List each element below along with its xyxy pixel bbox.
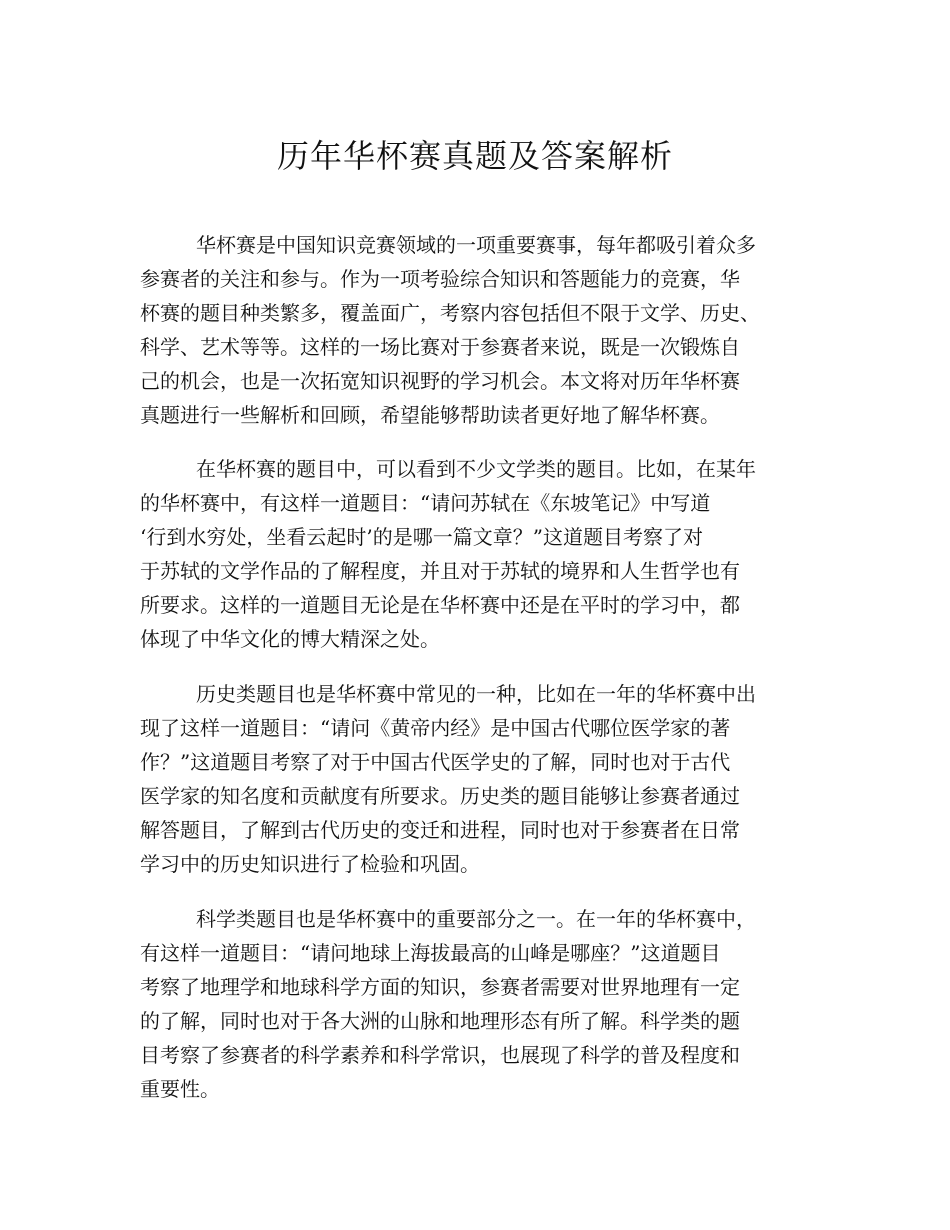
paragraph-line: 参赛者的关注和参与。作为一项考验综合知识和答题能力的竞赛，华: [140, 267, 740, 291]
paragraph-line: 的华杯赛中，有这样一道题目：“请问苏轼在《东坡笔记》中写道: [140, 491, 711, 515]
paragraph-literature: [140, 452, 756, 656]
paragraph-line: 有这样一道题目：“请问地球上海拔最高的山峰是哪座？”这道题目: [140, 941, 721, 965]
paragraph-line: 己的机会，也是一次拓宽知识视野的学习机会。本文将对历年华杯赛: [140, 369, 740, 393]
paragraph-history: [140, 677, 756, 881]
paragraph-line: 作？”这道题目考察了对于中国古代医学史的了解，同时也对于古代: [140, 750, 731, 774]
paragraph-line: ‘行到水穷处，坐看云起时’的是哪一篇文章？”这道题目考察了对: [140, 525, 703, 549]
paragraph-line: 医学家的知名度和贡献度有所要求。历史类的题目能够让参赛者通过: [140, 784, 740, 808]
paragraph-line: 学习中的历史知识进行了检验和巩固。: [140, 852, 480, 876]
paragraph-line: 体现了中华文化的博大精深之处。: [140, 627, 440, 651]
paragraph-line: 科学、艺术等等。这样的一场比赛对于参赛者来说，既是一次锻炼自: [140, 335, 740, 359]
paragraph-line: 所要求。这样的一道题目无论是在华杯赛中还是在平时的学习中，都: [140, 593, 740, 617]
paragraph-line: 杯赛的题目种类繁多，覆盖面广，考察内容包括但不限于文学、历史、: [140, 301, 760, 325]
paragraph-line: 科学类题目也是华杯赛中的重要部分之一。在一年的华杯赛中，: [196, 907, 756, 931]
paragraph-line: 于苏轼的文学作品的了解程度，并且对于苏轼的境界和人生哲学也有: [140, 559, 740, 583]
paragraph-line: 目考察了参赛者的科学素养和科学常识，也展现了科学的普及程度和: [140, 1043, 740, 1067]
paragraph-line: 真题进行一些解析和回顾，希望能够帮助读者更好地了解华杯赛。: [140, 403, 720, 427]
paragraph-science: [140, 902, 756, 1106]
document-title: 历年华杯赛真题及答案解析: [276, 137, 673, 175]
paragraph-line: 历史类题目也是华杯赛中常见的一种，比如在一年的华杯赛中出: [196, 682, 756, 706]
paragraph-intro: [140, 228, 760, 432]
paragraph-line: 现了这样一道题目：“请问《黄帝内经》是中国古代哪位医学家的著: [140, 716, 731, 740]
paragraph-line: 华杯赛是中国知识竞赛领域的一项重要赛事，每年都吸引着众多: [196, 233, 756, 257]
paragraph-line: 考察了地理学和地球科学方面的知识，参赛者需要对世界地理有一定: [140, 975, 740, 999]
paragraph-line: 的了解，同时也对于各大洲的山脉和地理形态有所了解。科学类的题: [140, 1009, 740, 1033]
paragraph-line: 解答题目，了解到古代历史的变迁和进程，同时也对于参赛者在日常: [140, 818, 740, 842]
paragraph-line: 重要性。: [140, 1077, 220, 1101]
paragraph-line: 在华杯赛的题目中，可以看到不少文学类的题目。比如，在某年: [196, 457, 756, 481]
